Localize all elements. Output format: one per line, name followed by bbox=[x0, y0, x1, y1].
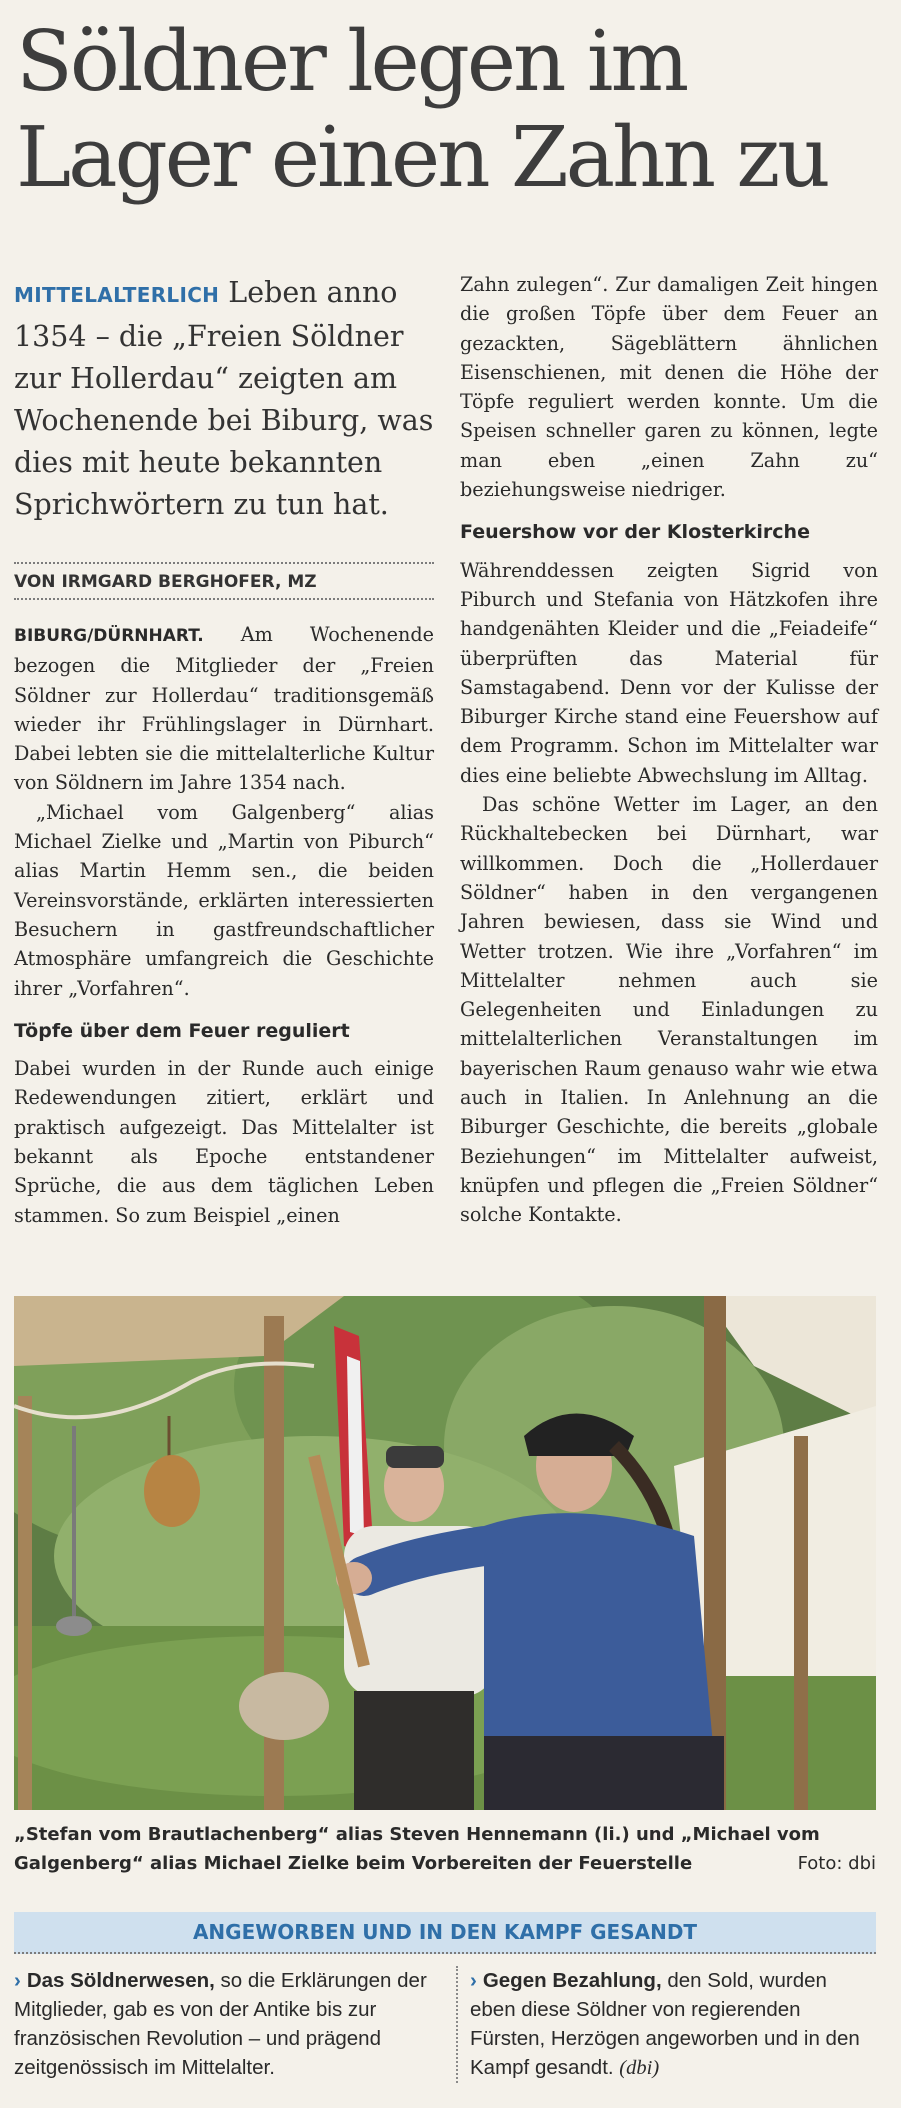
infobox-left bbox=[14, 1966, 434, 2082]
paragraph: Am Wochenende bezogen die Mitglieder der „Freien Söldner zur Hollerdau“ traditionsgemäß wieder ihr Frühlingslager in Dürnhart. Dabei lebten sie die mittelalterliche Kultur von Söldnern im Jahre 1354 nach. bbox=[14, 623, 434, 795]
infobox-text: so die Erklärungen der Mitglieder, gab es von der Antike bis zur französischen Revolution – und prägend zeitgenössisch im Mittelalter. bbox=[14, 1969, 427, 2079]
article-column-right bbox=[460, 270, 878, 1230]
paragraph: „Michael vom Galgenberg“ alias Michael Zielke und „Martin von Piburch“ alias Martin Hemm sen., die beiden Vereinsvorstände, erklärten interessierten Besuchern in gastfreundschaftlicher Atmosphäre umfangreich die Geschichte ihrer „Vorfahren“. bbox=[14, 800, 434, 1000]
infobox-right bbox=[456, 1966, 878, 2083]
infobox-signature: (dbi) bbox=[619, 2057, 660, 2079]
photo-credit: Foto: dbi bbox=[797, 1853, 876, 1874]
photo-caption bbox=[14, 1820, 876, 1878]
paragraph: Zahn zulegen“. Zur damaligen Zeit hingen die großen Töpfe über dem Feuer an gezackten, Sägeblättern ähnlichen Eisenschienen, mit denen die Höhe der Töpfe reguliert werden konnte. Um die Speisen schneller garen zu können, legte man eben „einen Zahn zu“ beziehungsweise niedriger. bbox=[460, 273, 878, 502]
article-photo bbox=[14, 1296, 876, 1810]
paragraph: Dabei wurden in der Runde auch einige Redewendungen zitiert, erklärt und praktisch aufgezeigt. Das Mittelalter ist bekannt als Epoche entstandener Sprüche, die aus dem täglichen Leben stammen. So zum Beispiel „einen bbox=[14, 1057, 434, 1227]
byline: VON IRMGARD BERGHOFER, MZ bbox=[14, 562, 434, 600]
photo-illustration bbox=[14, 1296, 876, 1810]
teaser-kicker: MITTELALTERLICH bbox=[14, 283, 220, 307]
headline-line-1: Söldner legen im bbox=[16, 13, 687, 110]
dateline: BIBURG/DÜRNHART. bbox=[14, 626, 204, 646]
headline bbox=[16, 14, 886, 206]
infobox-lead: Das Söldnerwesen, bbox=[26, 1969, 215, 1992]
caption-text: „Stefan vom Brautlachenberg“ alias Steven Hennemann (li.) und „Michael vom Galgenberg“ alias Michael Zielke beim Vorbereiten der Feuerstelle bbox=[14, 1824, 820, 1874]
paragraph: Das schöne Wetter im Lager, an den Rückhaltebecken bei Dürnhart, war willkommen. Doch die „Hollerdauer Söldner“ haben in den vergangenen Jahren bewiesen, dass sie Wind und Wetter trotzen. Wie ihre „Vorfahren“ im Mittelalter nehmen auch sie Gelegenheiten und Einladungen zu mittelalterlichen Veranstaltungen im bayerischen Raum genauso wahr wie etwa auch in Italien. In Anlehnung an die Biburger Geschichte, die bereits „globale Beziehungen“ im Mittelalter aufweist, knüpfen und pflegen die „Freien Söldner“ solche Kontakte. bbox=[460, 793, 878, 1227]
chevron-right-icon: › bbox=[14, 1969, 21, 1992]
infobox-text: den Sold, wurden eben diese Söldner von regierenden Fürsten, Herzögen angeworben und in den Kampf gesandt. bbox=[470, 1969, 860, 2079]
subheading: Feuershow vor der Klosterkirche bbox=[460, 521, 810, 544]
infobox-title: ANGEWORBEN UND IN DEN KAMPF GESANDT bbox=[14, 1912, 876, 1954]
headline-line-2: Lager einen Zahn zu bbox=[16, 109, 828, 206]
chevron-right-icon: › bbox=[470, 1969, 477, 1992]
subheading: Töpfe über dem Feuer reguliert bbox=[14, 1019, 350, 1042]
infobox-lead: Gegen Bezahlung, bbox=[482, 1969, 662, 1992]
teaser bbox=[14, 272, 434, 526]
paragraph: Währenddessen zeigten Sigrid von Piburch und Stefania von Hätzkofen ihre handgenähten Kleider und die „Feiadeife“ überprüften das Material für Samstagabend. Denn vor der Kulisse der Biburger Kirche stand eine Feuershow auf dem Programm. Schon im Mittelalter war dies eine beliebte Abwechslung im Alltag. bbox=[460, 558, 878, 787]
article-column-left bbox=[14, 620, 434, 1230]
teaser-text: Leben anno 1354 – die „Freien Söldner zur Hollerdau“ zeigten am Wochenende bei Biburg, was dies mit heute bekannten Sprichwörtern zu tun hat. bbox=[14, 276, 434, 521]
